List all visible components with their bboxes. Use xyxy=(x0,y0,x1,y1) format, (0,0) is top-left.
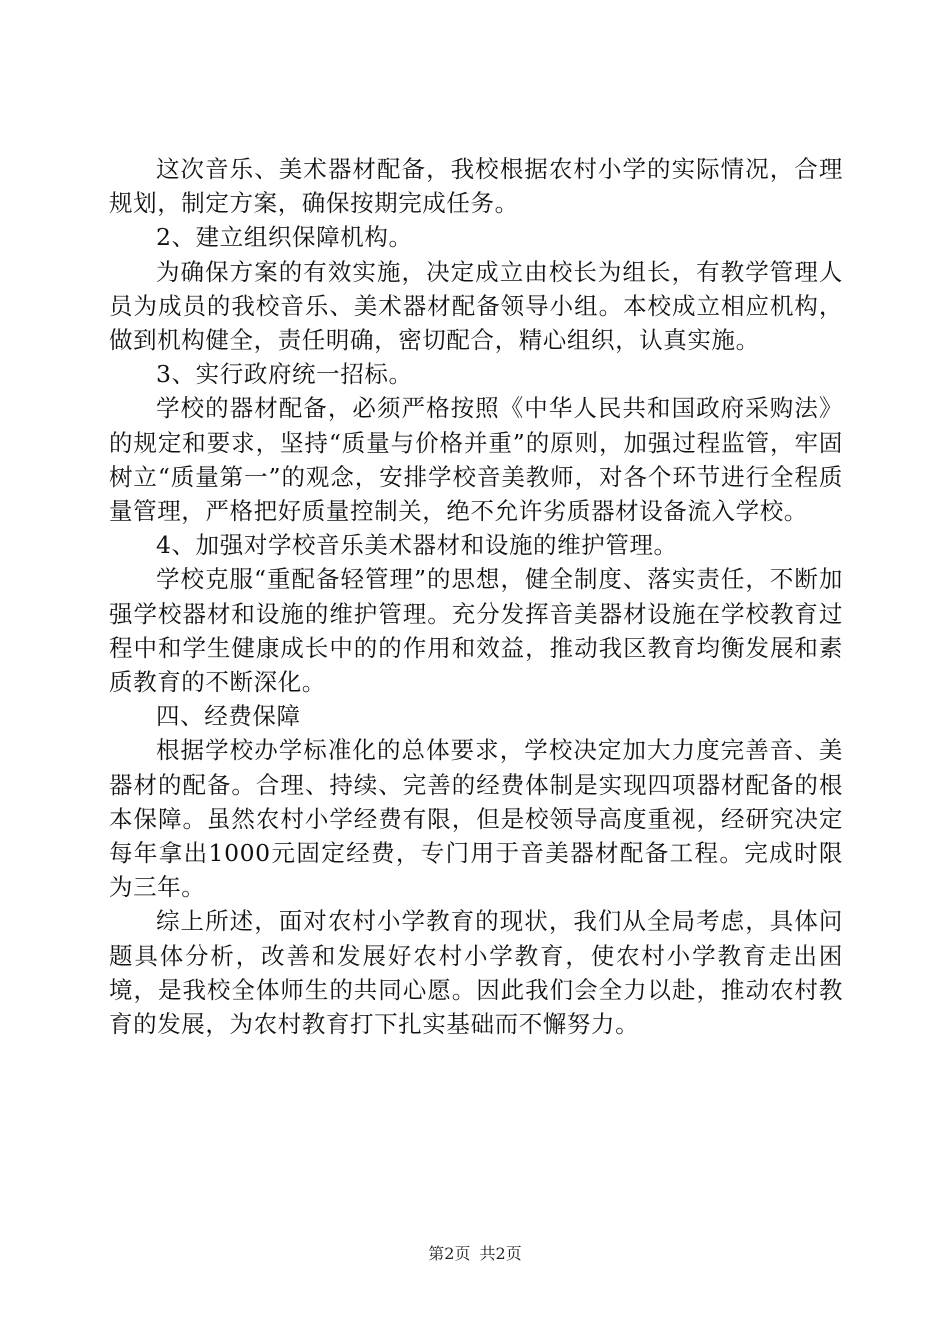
heading-maintenance: 4、加强对学校音乐美术器材和设施的维护管理。 xyxy=(156,531,678,560)
paragraph-conclusion: 综上所述，面对农村小学教育的现状，我们从全局考虑，具体问题具体分析，改善和发展好农村小学教育，使农村小学教育走出困境，是我校全体师生的共同心愿。因此我们会全力以赴，推动农村教育的发展，为农村教育打下扎实基础而不懈努力。 xyxy=(109,907,843,1039)
heading-bidding: 3、实行政府统一招标。 xyxy=(156,360,413,389)
paragraph-bidding: 学校的器材配备，必须严格按照《中华人民共和国政府采购法》的规定和要求，坚持“质量与价格并重”的原则，加强过程监管，牢固树立“质量第一”的观念，安排学校音美教师，对各个环节进行全程质量管理，严格把好质量控制关，绝不允许劣质器材设备流入学校。 xyxy=(109,394,843,526)
page-footer xyxy=(0,1244,950,1264)
paragraph-funding: 根据学校办学标准化的总体要求，学校决定加大力度完善音、美器材的配备。合理、持续、完善的经费体制是实现四项器材配备的根本保障。虽然农村小学经费有限，但是校领导高度重视，经研究决定每年拿出1000元固定经费，专门用于音美器材配备工程。完成时限为三年。 xyxy=(109,736,843,902)
heading-organization: 2、建立组织保障机构。 xyxy=(156,223,413,252)
paragraph-maintenance: 学校克服“重配备轻管理”的思想，健全制度、落实责任，不断加强学校器材和设施的维护管理。充分发挥音美器材设施在学校教育过程中和学生健康成长中的的作用和效益，推动我区教育均衡发展和素质教育的不断深化。 xyxy=(109,565,843,697)
heading-funding: 四、经费保障 xyxy=(156,702,301,731)
page-number-total: 共2页 xyxy=(479,1244,522,1263)
paragraph-organization: 为确保方案的有效实施，决定成立由校长为组长，有教学管理人员为成员的我校音乐、美术器材配备领导小组。本校成立相应机构，做到机构健全，责任明确，密切配合，精心组织，认真实施。 xyxy=(109,257,843,355)
paragraph-equipment-intro: 这次音乐、美术器材配备，我校根据农村小学的实际情况，合理规划，制定方案，确保按期完成任务。 xyxy=(109,155,843,218)
page-number-current: 第2页 xyxy=(428,1244,471,1263)
document-body xyxy=(109,152,843,1041)
